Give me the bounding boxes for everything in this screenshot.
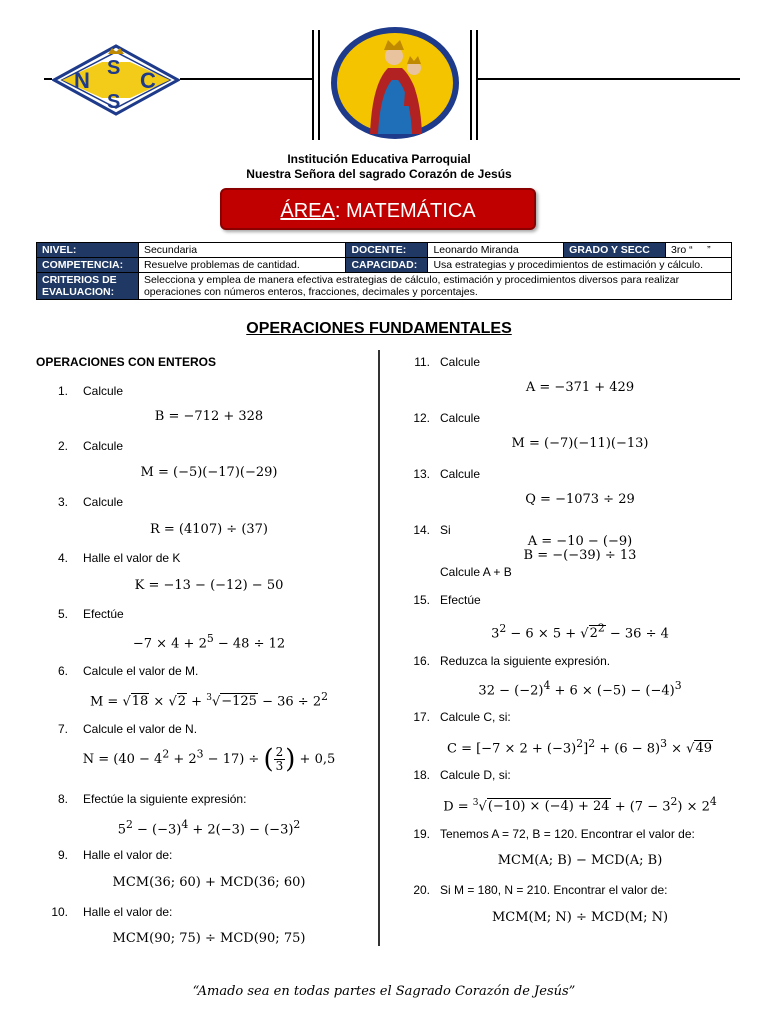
grado-value: 3ro “ ”	[666, 243, 732, 258]
problem-14-expression-a: A = −10 − (−9)	[527, 534, 633, 549]
info-table	[36, 242, 732, 300]
logo-letter-s2: S	[107, 91, 121, 113]
problem-8-expression: $5^2 - (-3)^4 + 2(-3) - (-3)^2$	[117, 818, 301, 838]
problem-number: 17.	[413, 710, 430, 724]
school-logo	[52, 44, 180, 116]
page-title	[0, 320, 758, 338]
problem-label: Efectúe	[440, 593, 481, 607]
problem-number: 6.	[57, 664, 68, 678]
problem-number: 19.	[413, 827, 430, 841]
problem-label: Tenemos A = 72, B = 120. Encontrar el valor de:	[440, 827, 695, 841]
problem-label: Calcule D, si:	[440, 768, 511, 782]
problem-number: 20.	[413, 883, 430, 897]
grado-label: GRADO Y SECC	[564, 243, 666, 258]
problem-11-expression: A = −371 + 429	[525, 380, 635, 395]
institution-name: Institución Educativa Parroquial	[287, 152, 471, 166]
problem-19-expression: MCM(A; B) − MCD(A; B)	[497, 853, 663, 868]
problem-number: 2.	[57, 439, 68, 453]
problem-label: Calcule	[440, 355, 481, 369]
problem-14-question: Calcule A + B	[440, 565, 512, 579]
page-title-text: OPERACIONES FUNDAMENTALES	[246, 320, 512, 337]
problem-label: Calcule	[83, 495, 124, 509]
problem-label: Calcule C, si:	[440, 710, 511, 724]
header-bar-2	[318, 30, 320, 140]
header-bar-4	[476, 30, 478, 140]
problem-number: 5.	[57, 607, 68, 621]
institution-fullname: Nuestra Señora del sagrado Corazón de Jesús	[246, 167, 512, 181]
problem-1-expression: B = −712 + 328	[154, 409, 264, 424]
problem-number: 10.	[51, 905, 68, 919]
problem-number: 12.	[413, 411, 430, 425]
docente-value: Leonardo Miranda	[428, 243, 564, 258]
problem-label: Si M = 180, N = 210. Encontrar el valor de:	[440, 883, 668, 897]
problem-label: Halle el valor de:	[83, 848, 173, 862]
nivel-value: Secundaria	[138, 243, 346, 258]
problem-label: Efectúe la siguiente expresión:	[83, 792, 247, 806]
problem-number: 15.	[413, 593, 430, 607]
problem-3-expression: R = (4107) ÷ (37)	[149, 522, 268, 537]
nivel-label: NIVEL:	[37, 243, 139, 258]
info-row-competencia	[37, 258, 732, 273]
problem-label: Calcule	[440, 467, 481, 481]
problem-label: Calcule el valor de M.	[83, 664, 199, 678]
problem-5-expression: $-7 \times 4 + 2^5 - 48 \div 12$	[132, 632, 286, 652]
problem-number: 18.	[413, 768, 430, 782]
competencia-label: COMPETENCIA:	[37, 258, 139, 273]
docente-label: DOCENTE:	[346, 243, 428, 258]
problem-14-expression-b: B = −(−39) ÷ 13	[523, 548, 637, 563]
problem-number: 9.	[57, 848, 68, 862]
competencia-value: Resuelve problemas de cantidad.	[138, 258, 346, 273]
problem-12-expression: M = (−7)(−11)(−13)	[511, 436, 649, 451]
criterios-value: Selecciona y emplea de manera efectiva estrategias de cálculo, estimación y procedimientos diversos para realizar operaciones con números enteros, fracciones, decimales y porcentajes.	[138, 273, 731, 300]
problem-number: 16.	[413, 654, 430, 668]
problem-4-expression: K = −13 − (−12) − 50	[134, 578, 284, 593]
problem-number: 13.	[413, 467, 430, 481]
problem-15-expression: $3^2 - 6 \times 5 + √2^2 - 36 \div 4$	[491, 622, 669, 642]
problem-label: Halle el valor de K	[83, 551, 181, 565]
problem-label: Calcule el valor de N.	[83, 722, 198, 736]
problem-20-expression: MCM(M; N) ÷ MCD(M; N)	[491, 910, 669, 925]
problem-number: 4.	[57, 551, 68, 565]
problem-label: Calcule	[83, 439, 124, 453]
problem-number: 14.	[413, 523, 430, 537]
criterios-label: CRITERIOS DE EVALUACION:	[37, 273, 139, 300]
header-bar-1	[312, 30, 314, 140]
area-value: : MATEMÁTICA	[334, 200, 476, 222]
info-row-nivel	[37, 243, 732, 258]
capacidad-label: CAPACIDAD:	[346, 258, 428, 273]
header-rule-right	[478, 78, 740, 80]
problem-9-expression: MCM(36; 60) + MCD(36; 60)	[112, 875, 306, 890]
problem-label: Reduzca la siguiente expresión.	[440, 654, 611, 668]
problem-17-expression: $C = [-7 \times 2 + (-3)^2]^2 + (6 - 8)^3 \times √49$	[447, 737, 712, 757]
problem-13-expression: Q = −1073 ÷ 29	[525, 492, 635, 507]
problem-number: 8.	[57, 792, 68, 806]
capacidad-value: Usa estrategias y procedimientos de estimación y cálculo.	[428, 258, 732, 273]
problem-7-expression: $N = (40 - 4^2 + 2^3 - 17)$ ÷ ( $\frac{2}{3}$ ) + 0,5	[82, 744, 336, 775]
info-row-criterios	[37, 273, 732, 300]
logo-letter-n: N	[74, 68, 90, 93]
problem-6-expression: $M = √18 \times √2 + ^3√-125 - 36 \div 2^2$	[89, 690, 328, 710]
logo-letter-c: C	[140, 68, 156, 93]
section-heading: OPERACIONES CON ENTEROS	[36, 355, 217, 369]
problem-16-expression: $32 - (-2)^4 + 6 \times (-5) - (-4)^3$	[478, 679, 682, 699]
header-bar-3	[470, 30, 472, 140]
problem-number: 3.	[57, 495, 68, 509]
problem-label: Si	[440, 523, 451, 537]
problem-label: Halle el valor de:	[83, 905, 173, 919]
area-banner	[220, 188, 536, 230]
sacred-heart-emblem	[328, 24, 462, 142]
problem-label: Calcule	[440, 411, 481, 425]
problem-label: Efectúe	[83, 607, 124, 621]
area-label: ÁREA	[280, 200, 335, 222]
footer-motto: “Amado sea en todas partes el Sagrado Corazón de Jesús”	[192, 984, 576, 999]
logo-letter-s1: S	[107, 57, 121, 79]
problem-number: 1.	[57, 384, 68, 398]
problem-label: Calcule	[83, 384, 124, 398]
problem-18-expression: $D = ^3√(-10) \times (-4) + 24 + (7 - 3^2) \times 2^4$	[443, 795, 717, 815]
problem-10-expression: MCM(90; 75) ÷ MCD(90; 75)	[112, 931, 306, 946]
problem-number: 7.	[57, 722, 68, 736]
problem-number: 11.	[414, 355, 430, 369]
problem-2-expression: M = (−5)(−17)(−29)	[140, 465, 278, 480]
